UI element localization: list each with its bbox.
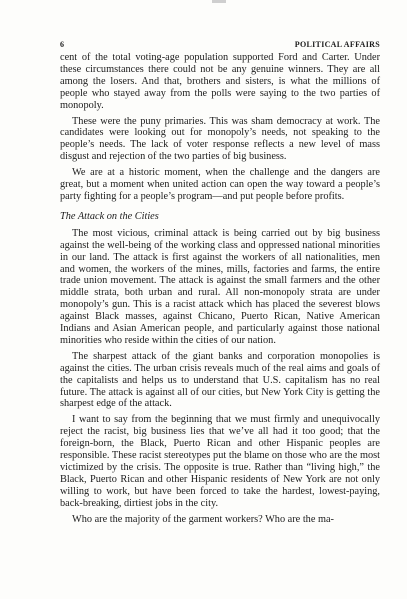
paragraph: The sharpest attack of the giant banks and corporation monopolies is against the cities. The urban crisis reveals much of the real aims and goals of the capitalists and helps us to understand that U.S. capitalism has no real future. The attack is against all of our cities, but New York City is getting the sharpest edge of the attack. xyxy=(60,350,380,410)
scan-edge-mark xyxy=(212,0,226,3)
paragraph: The most vicious, criminal attack is being carried out by big business against the well-being of the working class and oppressed national minorities in our land. The attack is first against the workers of all nationalities, men and women, the workers of the mines, mills, factories and farms, the entire trade union movement. The attack is against the small farmers and the other middle strata, both urban and rural. All non-monopoly strata are under monopoly’s gun. This is a racist attack which has placed the severest blows against Black masses, against Chicano, Puerto Rican, Native American Indians and Asian American people, and particularly against those national minorities who reside within the cities of our nation. xyxy=(60,227,380,346)
paragraph: We are at a historic moment, when the challenge and the dangers are great, but a moment when united action can open the way toward a people’s party fighting for a people’s program—and put people before profits. xyxy=(60,167,380,202)
paragraph: These were the puny primaries. This was sham democracy at work. The candidates were looking out for monopoly’s needs, not speaking to the people’s needs. The lack of voter response reflects a new level of mass disgust and rejection of the two parties of big business. xyxy=(60,115,380,163)
running-head xyxy=(60,40,380,52)
paragraph: Who are the majority of the garment workers? Who are the ma- xyxy=(72,513,334,525)
article-body xyxy=(60,52,380,526)
journal-name: POLITICAL AFFAIRS xyxy=(294,40,380,49)
paragraph: cent of the total voting-age population supported Ford and Carter. Under these circumstances there could not be any genuine winners. They are all among the losers. And that, brothers and sisters, is what the millions of people who stayed away from the polls were saying to the two parties of monopoly. xyxy=(60,52,380,111)
page-number: 6 xyxy=(60,40,65,49)
section-heading: The Attack on the Cities xyxy=(60,210,159,222)
paragraph: I want to say from the beginning that we must firmly and unequivocally reject the racist, big business lies that we’ve all had it too good; that the foreign-born, the Black, Puerto Rican and other Hispanic peoples are responsible. These racist stereotypes put the blame on those who are the most victimized by the crisis. The opposite is true. Rather than “living high,” the Black, Puerto Rican and other Hispanic residents of New York are not only willing to work, but have been forced to take the hardest, lowest-paying, back-breaking, dirtiest jobs in the city. xyxy=(60,414,380,509)
